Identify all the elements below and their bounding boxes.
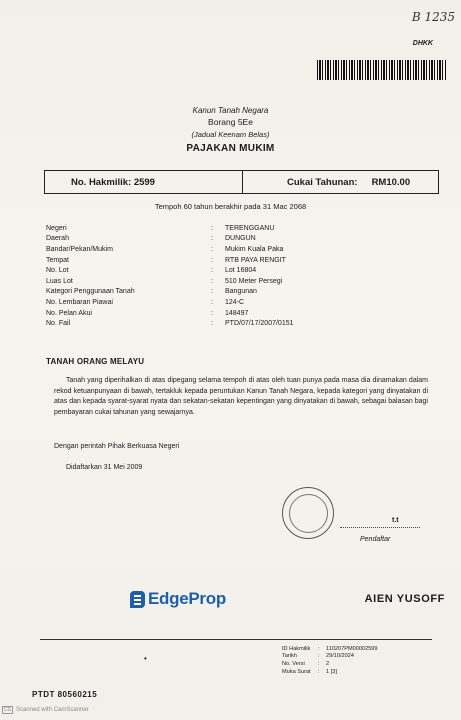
field-row: No. Lot : Lot 16804 [46,265,426,276]
divider [40,639,432,640]
registrar-label: Pendaftar [360,536,391,543]
camscanner-text: Scanned with CamScanner [15,707,89,713]
field-label: No. Pelan Akui [46,309,92,317]
barcode [317,60,447,80]
edgeprop-logo-icon [130,591,145,608]
lease-period: Tempoh 60 tahun berakhir pada 31 Mac 2068 [154,202,307,211]
info-row: Tarikh : 29/10/2024 [282,653,354,660]
annual-tax-label: Cukai Tahunan: [287,176,358,188]
ptdt-number: PTDT 80560215 [32,690,98,699]
field-label: Tempat [46,256,69,264]
edgeprop-logo-text: EdgeProp [148,589,226,608]
registration-date: Didaftarkan 31 Mei 2009 [66,464,143,471]
field-value: Bangunan [225,288,257,296]
document-title: PAJAKAN MUKIM [186,143,275,154]
form-name: Borang 5Ee [208,117,253,127]
act-name: Kanun Tanah Negara [192,106,269,115]
info-row: ID Hakmilik : 110207PM00002599 [282,645,378,652]
land-details [46,223,426,329]
edgeprop-logo [130,589,226,609]
field-row: Luas Lot : 510 Meter Persegi [46,276,426,287]
field-row: Tempat : RTB PAYA RENGIT [46,255,426,266]
field-label: Kategori Penggunaan Tanah [46,288,135,296]
field-value: 148497 [225,309,249,317]
field-value: Lot 16804 [225,267,257,275]
department-code: DHKK [412,40,433,47]
schedule-name: (Jadual Keenam Belas) [191,130,270,139]
field-row: No. Fail : PTD/07/17/2007/0151 [46,318,426,329]
field-label: Luas Lot [46,277,73,285]
field-value: Mukim Kuala Paka [225,245,284,253]
annual-tax [243,171,438,193]
field-label: Bandar/Pekan/Mukim [46,245,113,253]
bullet-mark: • [144,654,147,663]
field-label: No. Lembaran Piawai [46,298,113,306]
field-value: RTB PAYA RENGIT [225,256,286,264]
camscanner-watermark [2,706,89,714]
signature-mark: t.t [392,517,399,524]
field-label: Daerah [46,235,69,243]
title-number: No. Hakmilik: 2599 [45,171,243,193]
field-row: Bandar/Pekan/Mukim : Mukim Kuala Paka [46,244,426,255]
field-row: Negeri : TERENGGANU [46,223,426,234]
field-row: Daerah : DUNGUN [46,234,426,245]
handwritten-reference: B 1235 [411,10,455,24]
title-info-block [282,645,386,675]
field-value: 510 Meter Persegi [225,277,283,285]
info-row: Muka Surat : 1 [3] [282,668,337,675]
official-seal-stamp [282,487,334,539]
field-label: No. Fail [46,320,71,328]
field-row: No. Lembaran Piawai : 124-C [46,297,426,308]
title-number-box [44,170,439,194]
field-label: No. Lot [46,267,69,275]
field-value: 124-C [225,298,245,306]
tenure-paragraph: Tanah yang diperihalkan di atas dipegang selama tempoh di atas oleh tuan punya pada masa dia dinamakan dalam rekod ketuanpunyaan di bawah, tertakluk kepada peruntukan Kanun Tanah Negara, kepada kategori yang dinyatakan di atas dan kepada syarat-syarat nyata dan sekatan-sekatan kepentingan yang dinyatakan di bawah, sebagai balasan bagi pembayaran cukai tahunan yang sewajarnya. [54,377,428,416]
field-value: TERENGGANU [225,224,275,232]
agent-name: AIEN YUSOFF [364,593,445,605]
field-row: Kategori Penggunaan Tanah : Bangunan [46,287,426,298]
field-value: DUNGUN [225,235,256,243]
authority-order: Dengan perintah Pihak Berkuasa Negeri [54,443,180,450]
field-value: PTD/07/17/2007/0151 [225,320,294,328]
info-row: No. Versi : 2 [282,660,330,667]
camscanner-icon: CS [4,707,11,713]
field-row: No. Pelan Akui : 148497 [46,308,426,319]
annual-tax-value: RM10.00 [371,176,411,188]
signature-line [340,527,420,528]
field-label: Negeri [46,224,67,232]
section-title: TANAH ORANG MELAYU [46,357,145,366]
